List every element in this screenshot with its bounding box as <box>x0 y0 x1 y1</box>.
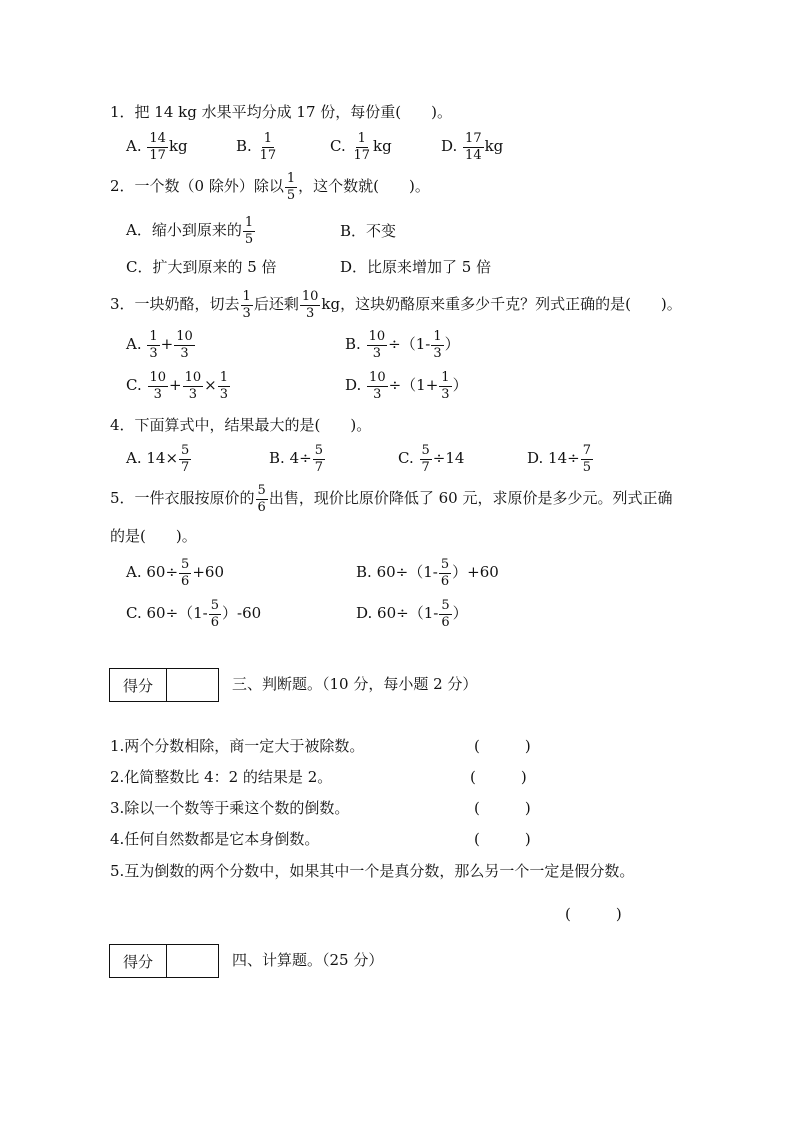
judgment-item: 2.化简整数比 4：2 的结果是 2。 <box>110 768 333 786</box>
score-label: 得分 <box>110 945 167 977</box>
q5-stem-continued: 的是( )。 <box>110 527 197 545</box>
score-label: 得分 <box>110 669 167 701</box>
q2-stem: 2．一个数（0 除外）除以 $\frac{1}{5}$ ，这个数就( )。 <box>110 171 430 203</box>
fraction: $\frac{1}{3}$ <box>149 329 158 361</box>
score-box <box>109 944 219 978</box>
q4-option-d: D. 14÷ $\frac{7}{5}$ <box>527 443 591 475</box>
judgment-item: 5.互为倒数的两个分数中，如果其中一个是真分数，那么另一个一定是假分数。 <box>110 862 635 880</box>
q4-option-b: B. 4÷ $\frac{5}{7}$ <box>269 443 323 475</box>
fraction: $\frac{10}{3}$ <box>184 370 202 402</box>
fraction: $\frac{10}{3}$ <box>368 329 386 361</box>
q5-option-c: C. 60÷（1- $\frac{5}{6}$ ）-60 <box>126 598 262 630</box>
q1-option-d: D. $\frac{17}{14}$ kg <box>441 131 504 163</box>
fraction: $\frac{5}{6}$ <box>210 598 220 630</box>
q5-option-a: A. 60÷ $\frac{5}{6}$ +60 <box>126 557 224 589</box>
score-blank <box>167 669 218 701</box>
q2-option-a: A．缩小到原来的 $\frac{1}{5}$ <box>126 215 254 247</box>
fraction: $\frac{7}{5}$ <box>582 443 591 475</box>
judgment-item: 1.两个分数相除，商一定大于被除数。 <box>110 737 365 755</box>
fraction: $\frac{5}{6}$ <box>181 557 190 589</box>
judgment-item: 4.任何自然数都是它本身倒数。 <box>110 830 320 848</box>
fraction: $\frac{1}{3}$ <box>441 370 450 402</box>
fraction: $\frac{10}{3}$ <box>176 329 193 361</box>
q2-option-c: C．扩大到原来的 5 倍 <box>126 258 277 276</box>
fraction: $\frac{1}{3}$ <box>433 329 442 361</box>
q3-option-d: D. $\frac{10}{3}$ ÷（1+ $\frac{1}{3}$ ） <box>345 370 468 402</box>
fraction: $\frac{1}{3}$ <box>219 370 229 402</box>
q1-option-c: C. $\frac{1}{17}$ kg <box>330 131 392 163</box>
score-blank <box>167 945 218 977</box>
q3-option-b: B. $\frac{10}{3}$ ÷（1- $\frac{1}{3}$ ） <box>345 329 460 361</box>
fraction: $\frac{1}{5}$ <box>286 171 296 203</box>
q3-option-c: C. $\frac{10}{3}$ + $\frac{10}{3}$ × $\frac{1}{3}$ <box>126 370 229 402</box>
q5-option-d: D. 60÷（1- $\frac{5}{6}$ ） <box>356 598 468 630</box>
q2-option-b: B．不变 <box>340 222 397 240</box>
fraction: $\frac{5}{7}$ <box>421 443 430 475</box>
score-box <box>109 668 219 702</box>
answer-paren[interactable]: ( ) <box>470 768 527 786</box>
fraction: $\frac{1}{17}$ <box>259 131 277 163</box>
fraction: $\frac{5}{6}$ <box>257 483 266 515</box>
fraction: $\frac{1}{3}$ <box>242 289 251 321</box>
q1-stem: 1．把 14 kg 水果平均分成 17 份，每份重( )。 <box>110 103 452 121</box>
fraction: $\frac{5}{7}$ <box>314 443 323 475</box>
q1-option-b: B. $\frac{1}{17}$ <box>236 131 277 163</box>
fraction: $\frac{14}{17}$ <box>149 131 166 163</box>
fraction: $\frac{1}{5}$ <box>244 215 254 247</box>
fraction: $\frac{17}{14}$ <box>465 131 482 163</box>
q4-stem: 4．下面算式中，结果最大的是( )。 <box>110 416 372 434</box>
q2-option-d: D．比原来增加了 5 倍 <box>340 258 492 276</box>
q5-option-b: B. 60÷（1- $\frac{5}{6}$ ）+60 <box>356 557 499 589</box>
section-title: 三、判断题。（10 分，每小题 2 分） <box>232 675 478 693</box>
fraction: $\frac{10}{3}$ <box>369 370 386 402</box>
fraction: $\frac{5}{6}$ <box>440 557 450 589</box>
section-title: 四、计算题。（25 分） <box>232 951 384 969</box>
q4-option-c: C. $\frac{5}{7}$ ÷14 <box>398 443 465 475</box>
fraction: $\frac{5}{6}$ <box>441 598 450 630</box>
q5-stem: 5．一件衣服按原价的 $\frac{5}{6}$ 出售，现价比原价降低了 60 元，求原价是多少元。列式正确 <box>110 483 673 515</box>
q1-option-a: A. $\frac{14}{17}$ kg <box>126 131 188 163</box>
answer-paren[interactable]: ( ) <box>474 799 531 817</box>
q3-option-a: A. $\frac{1}{3}$ + $\frac{10}{3}$ <box>126 329 193 361</box>
answer-paren[interactable]: ( ) <box>474 737 531 755</box>
answer-paren[interactable]: ( ) <box>565 905 622 923</box>
fraction: $\frac{5}{7}$ <box>181 443 190 475</box>
fraction: $\frac{1}{17}$ <box>353 131 371 163</box>
fraction: $\frac{10}{3}$ <box>149 370 167 402</box>
fraction: $\frac{10}{3}$ <box>301 289 319 321</box>
q3-stem: 3．一块奶酪，切去 $\frac{1}{3}$ 后还剩 $\frac{10}{3}$ kg，这块奶酪原来重多少千克？列式正确的是( )。 <box>110 289 682 321</box>
judgment-item: 3.除以一个数等于乘这个数的倒数。 <box>110 799 350 817</box>
answer-paren[interactable]: ( ) <box>474 830 531 848</box>
q4-option-a: A. 14× $\frac{5}{7}$ <box>126 443 190 475</box>
